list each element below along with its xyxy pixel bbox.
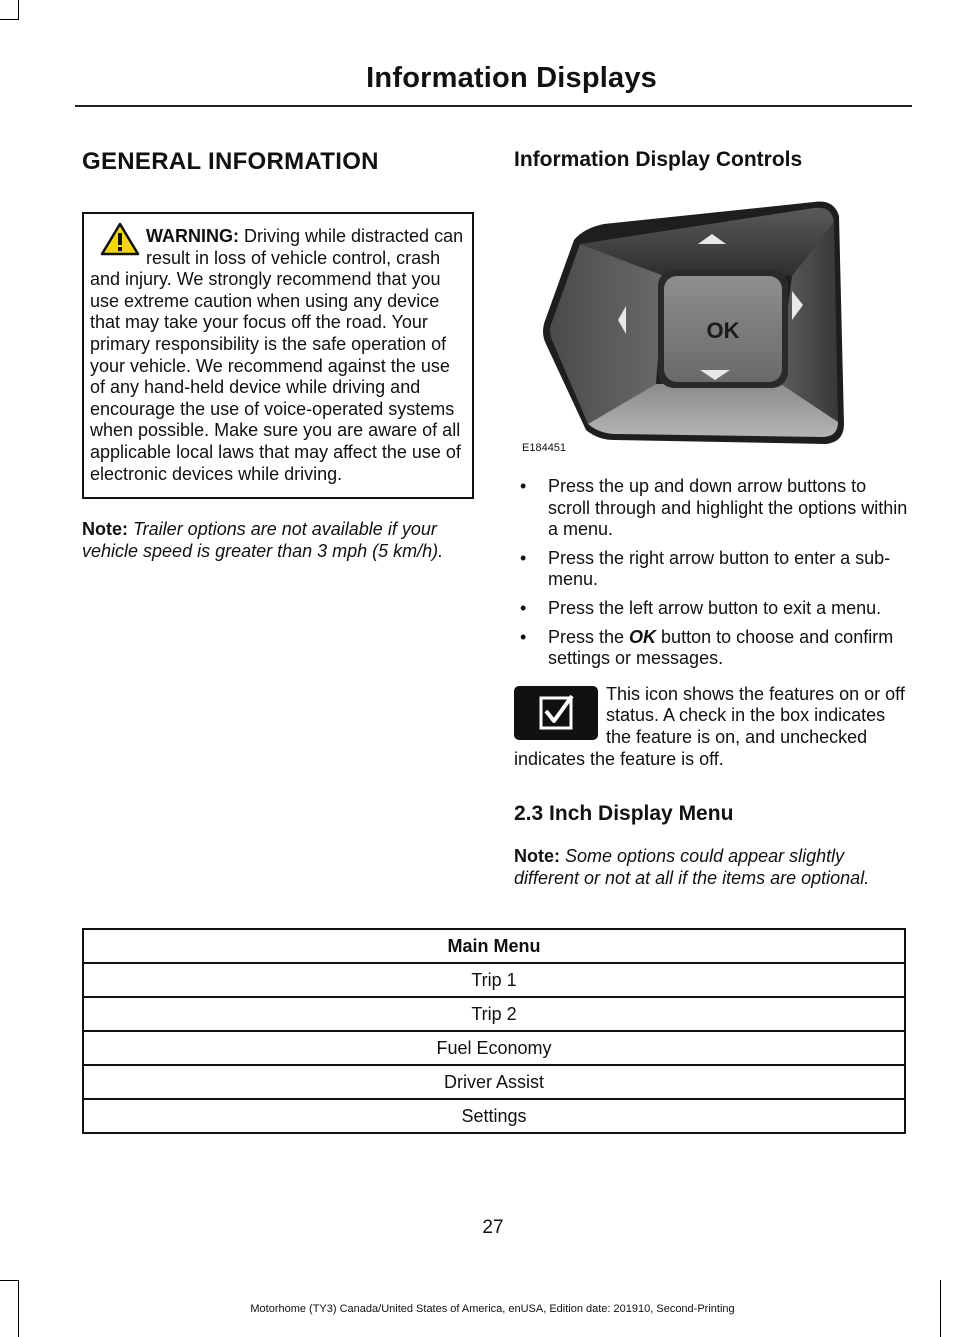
main-menu-table [82,928,906,1134]
page-number: 27 [482,1217,504,1238]
display-menu-heading: 2.3 Inch Display Menu [514,802,734,826]
page-header-title: Information Displays [366,62,657,94]
bullet-text-before: Press the [548,626,630,647]
crop-mark [940,1280,941,1337]
display-controls-heading: Information Display Controls [514,148,803,171]
warning-label: WARNING: [146,226,239,246]
options-note [514,846,909,889]
control-pad-figure [514,194,909,462]
warning-box [82,212,474,499]
table-header: Main Menu [83,929,905,963]
left-column [82,148,474,562]
list-item [514,627,909,670]
general-information-heading: GENERAL INFORMATION [82,148,379,175]
note-label: Note: [82,519,128,540]
table-cell: Trip 2 [83,997,905,1031]
checkbox-checked-icon [514,686,598,740]
table-row [83,1031,905,1065]
bullet-text-after: button to choose and confirm settings or messages. [548,626,894,669]
table-cell: Fuel Economy [83,1031,905,1065]
crop-mark [0,1280,19,1281]
list-item: • Press the left arrow button to exit a menu. [514,598,909,620]
list-item: • Press the up and down arrow buttons to scroll through and highlight the options within a menu. [514,476,909,541]
note-text: Some options could appear slightly different or not at all if the items are optional. [514,846,870,888]
table-cell: Trip 1 [83,963,905,997]
header-rule [75,105,912,107]
table-row [83,963,905,997]
warning-triangle-icon [100,222,140,256]
control-pad-illustration [514,194,909,462]
ok-button-label: OK [706,318,740,343]
warning-text: Driving while distracted can result in loss of vehicle control, crash and injury. We strongly recommend that you use extreme caution when using any device that may take your focus off the road. Your primary responsibility is the safe operation of your vehicle. We recommend against the use of any hand-held device while driving and encourage the use of voice-operated systems when possible. Make sure you are aware of all applicable local laws that may affect the use of electronic devices while driving. [90,226,464,484]
note-label: Note: [514,846,560,867]
check-icon-paragraph [514,684,909,770]
ok-inline-label: OK [629,626,657,647]
footer-edition-text: Motorhome (TY3) Canada/United States of America, enUSA, Edition date: 201910, Second-Printing [250,1303,735,1315]
crop-mark [18,1280,19,1337]
table-cell: Settings [83,1099,905,1133]
table-row [83,1065,905,1099]
crop-mark [0,19,19,20]
table-row [83,997,905,1031]
check-icon-description: This icon shows the features on or off status. A check in the box indicates the feature is on, and unchecked indicates the feature is off. [514,683,905,769]
table-cell: Driver Assist [83,1065,905,1099]
crop-mark [18,0,19,20]
figure-code: E184451 [522,442,567,454]
note-text: Trailer options are not available if your vehicle speed is greater than 3 mph (5 km/h). [82,519,444,561]
list-item: • Press the right arrow button to enter a sub-menu. [514,548,909,591]
control-instructions-list [514,476,909,670]
trailer-note [82,519,474,562]
right-column [514,148,909,889]
table-row [83,1099,905,1133]
